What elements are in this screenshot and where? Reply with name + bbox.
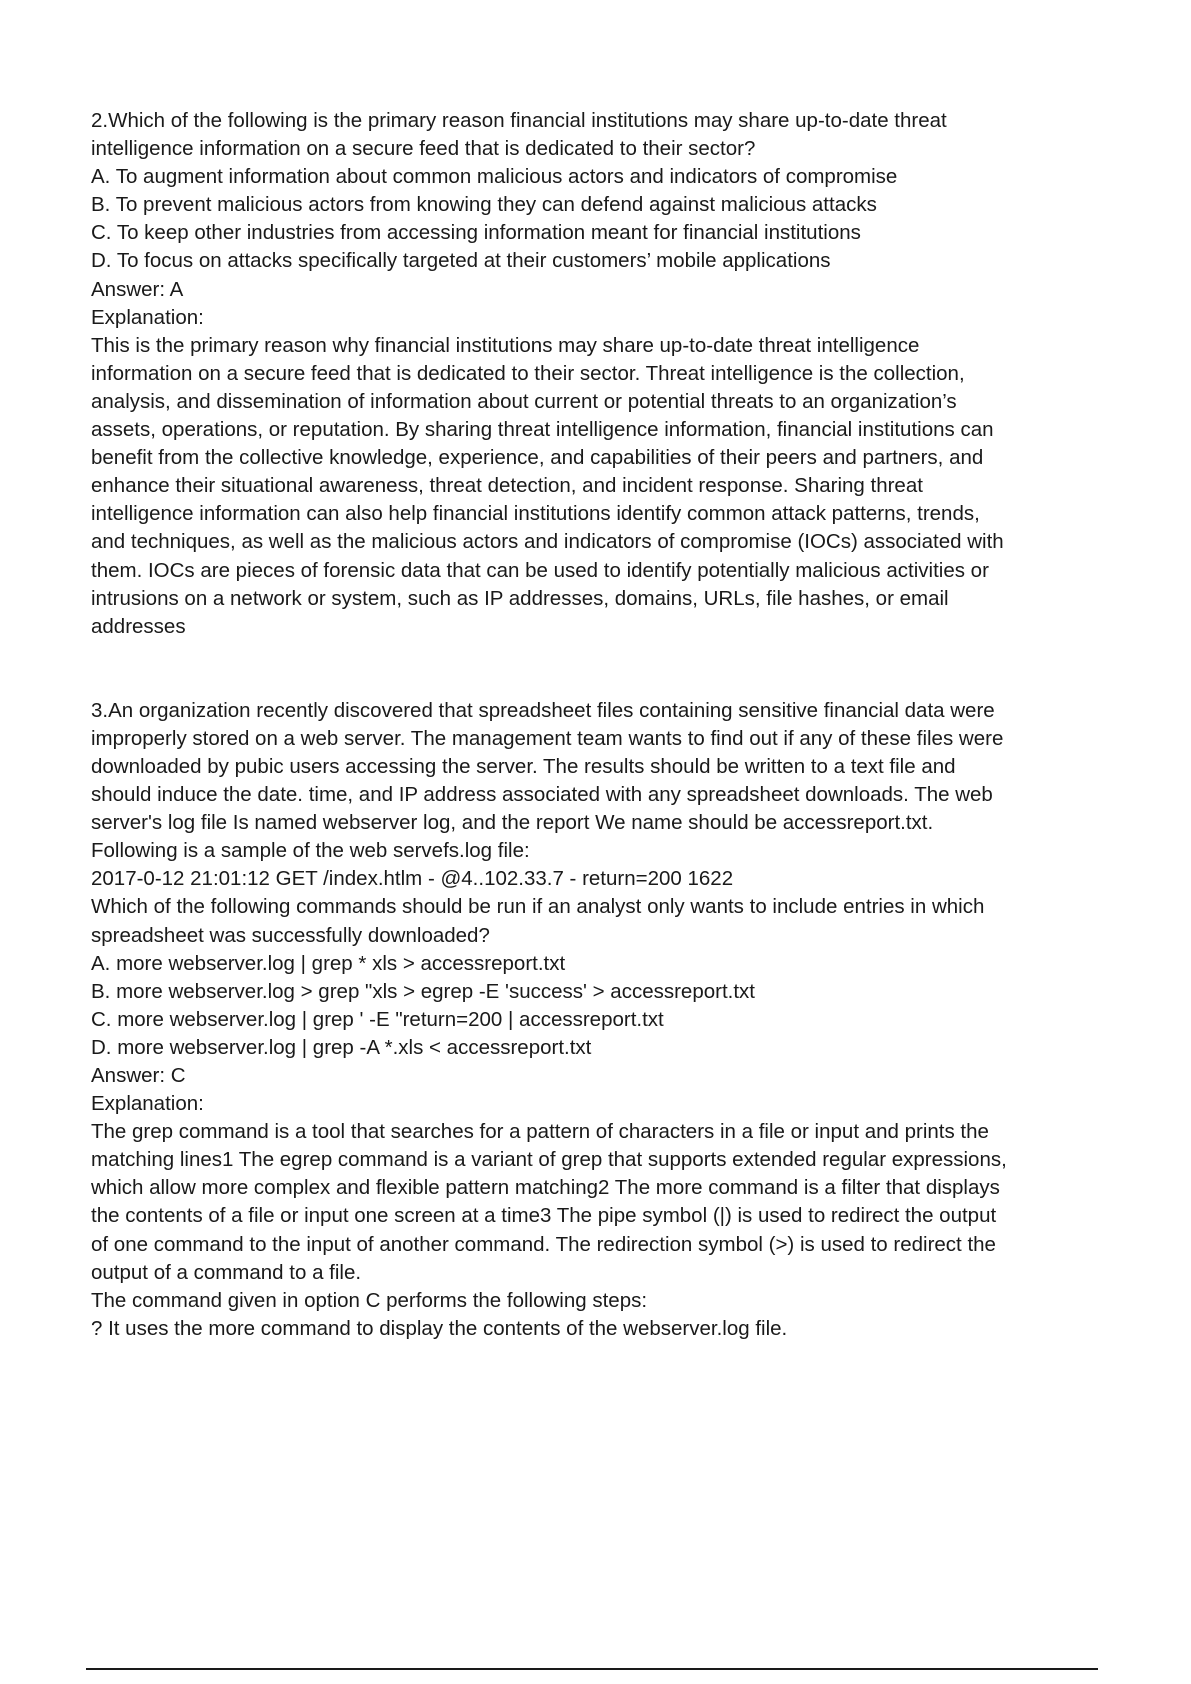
option-d: D. To focus on attacks specifically targeted at their customers’ mobile applications: [91, 249, 831, 273]
explanation-line: benefit from the collective knowledge, experience, and capabilities of their peers and partners, and: [91, 446, 984, 470]
explanation-line: enhance their situational awareness, threat detection, and incident response. Sharing threat: [91, 474, 923, 498]
page-content: [91, 107, 1101, 1343]
question-2-text-line: 2.Which of the following is the primary reason financial institutions may share up-to-date threat: [91, 109, 947, 132]
question-3-text-line: 3.An organization recently discovered that spreadsheet files containing sensitive financial data were: [91, 698, 995, 722]
answer-line: Answer: C: [91, 1064, 186, 1087]
explanation-line: output of a command to a file.: [91, 1260, 362, 1284]
option-c: C. more webserver.log | grep ' -E "return=200 | accessreport.txt: [91, 1007, 664, 1031]
option-d: D. more webserver.log | grep -A *.xls < accessreport.txt: [91, 1035, 592, 1059]
explanation-line: intrusions on a network or system, such as IP addresses, domains, URLs, file hashes, or email: [91, 586, 949, 610]
question-3-text-line: should induce the date. time, and IP address associated with any spreadsheet downloads. The web: [91, 783, 993, 807]
explanation-line: The command given in option C performs the following steps:: [91, 1288, 648, 1312]
question-2: [91, 107, 1101, 641]
log-sample-line: 2017-0-12 21:01:12 GET /index.htlm - @4..102.33.7 - return=200 1622: [91, 867, 734, 891]
explanation-line: The grep command is a tool that searches for a pattern of characters in a file or input and prints the: [91, 1120, 989, 1144]
explanation-line: information on a secure feed that is dedicated to their sector. Threat intelligence is the collection,: [91, 361, 965, 385]
question-spacer: [91, 641, 1101, 697]
option-b: B. more webserver.log > grep "xls > egrep -E 'success' > accessreport.txt: [91, 979, 755, 1003]
explanation-line: and techniques, as well as the malicious actors and indicators of compromise (IOCs) associated with: [91, 530, 1004, 554]
footer-divider: [86, 1668, 1098, 1670]
explanation-line: This is the primary reason why financial institutions may share up-to-date threat intelligence: [91, 333, 920, 357]
question-3-text-line: spreadsheet was successfully downloaded?: [91, 923, 490, 947]
question-3-text-line: improperly stored on a web server. The management team wants to find out if any of these files were: [91, 726, 1004, 750]
explanation-label: Explanation:: [91, 1092, 204, 1116]
explanation-line: intelligence information can also help financial institutions identify common attack patterns, trends,: [91, 502, 980, 526]
explanation-line: the contents of a file or input one screen at a time3 The pipe symbol (|) is used to redirect the output: [91, 1204, 997, 1228]
answer-line: Answer: A: [91, 277, 184, 301]
explanation-line: ? It uses the more command to display the contents of the webserver.log file.: [91, 1316, 788, 1340]
explanation-line: analysis, and dissemination of information about current or potential threats to an organization’s: [91, 389, 957, 413]
explanation-line: matching lines1 The egrep command is a variant of grep that supports extended regular expressions,: [91, 1148, 1007, 1172]
question-3-text-line: server's log file Is named webserver log, and the report We name should be accessreport.txt.: [91, 811, 934, 835]
question-3-text-line: Which of the following commands should be run if an analyst only wants to include entries in which: [91, 895, 985, 919]
explanation-line: of one command to the input of another command. The redirection symbol (>) is used to redirect the: [91, 1232, 996, 1256]
explanation-line: them. IOCs are pieces of forensic data that can be used to identify potentially malicious activities or: [91, 558, 989, 582]
explanation-line: addresses: [91, 614, 186, 638]
question-3: [91, 697, 1101, 1343]
option-c: C. To keep other industries from accessing information meant for financial institutions: [91, 221, 861, 245]
explanation-label: Explanation:: [91, 305, 204, 329]
explanation-line: which allow more complex and flexible pattern matching2 The more command is a filter that displays: [91, 1176, 1000, 1200]
option-a: A. more webserver.log | grep * xls > accessreport.txt: [91, 951, 566, 975]
option-a: A. To augment information about common malicious actors and indicators of compromise: [91, 165, 898, 189]
option-b: B. To prevent malicious actors from knowing they can defend against malicious attacks: [91, 193, 877, 217]
explanation-line: assets, operations, or reputation. By sharing threat intelligence information, financial institutions can: [91, 418, 994, 442]
question-3-text-line: Following is a sample of the web servefs.log file:: [91, 839, 530, 863]
question-3-text-line: downloaded by pubic users accessing the server. The results should be written to a text file and: [91, 754, 956, 778]
question-2-text-line: intelligence information on a secure feed that is dedicated to their sector?: [91, 137, 756, 161]
